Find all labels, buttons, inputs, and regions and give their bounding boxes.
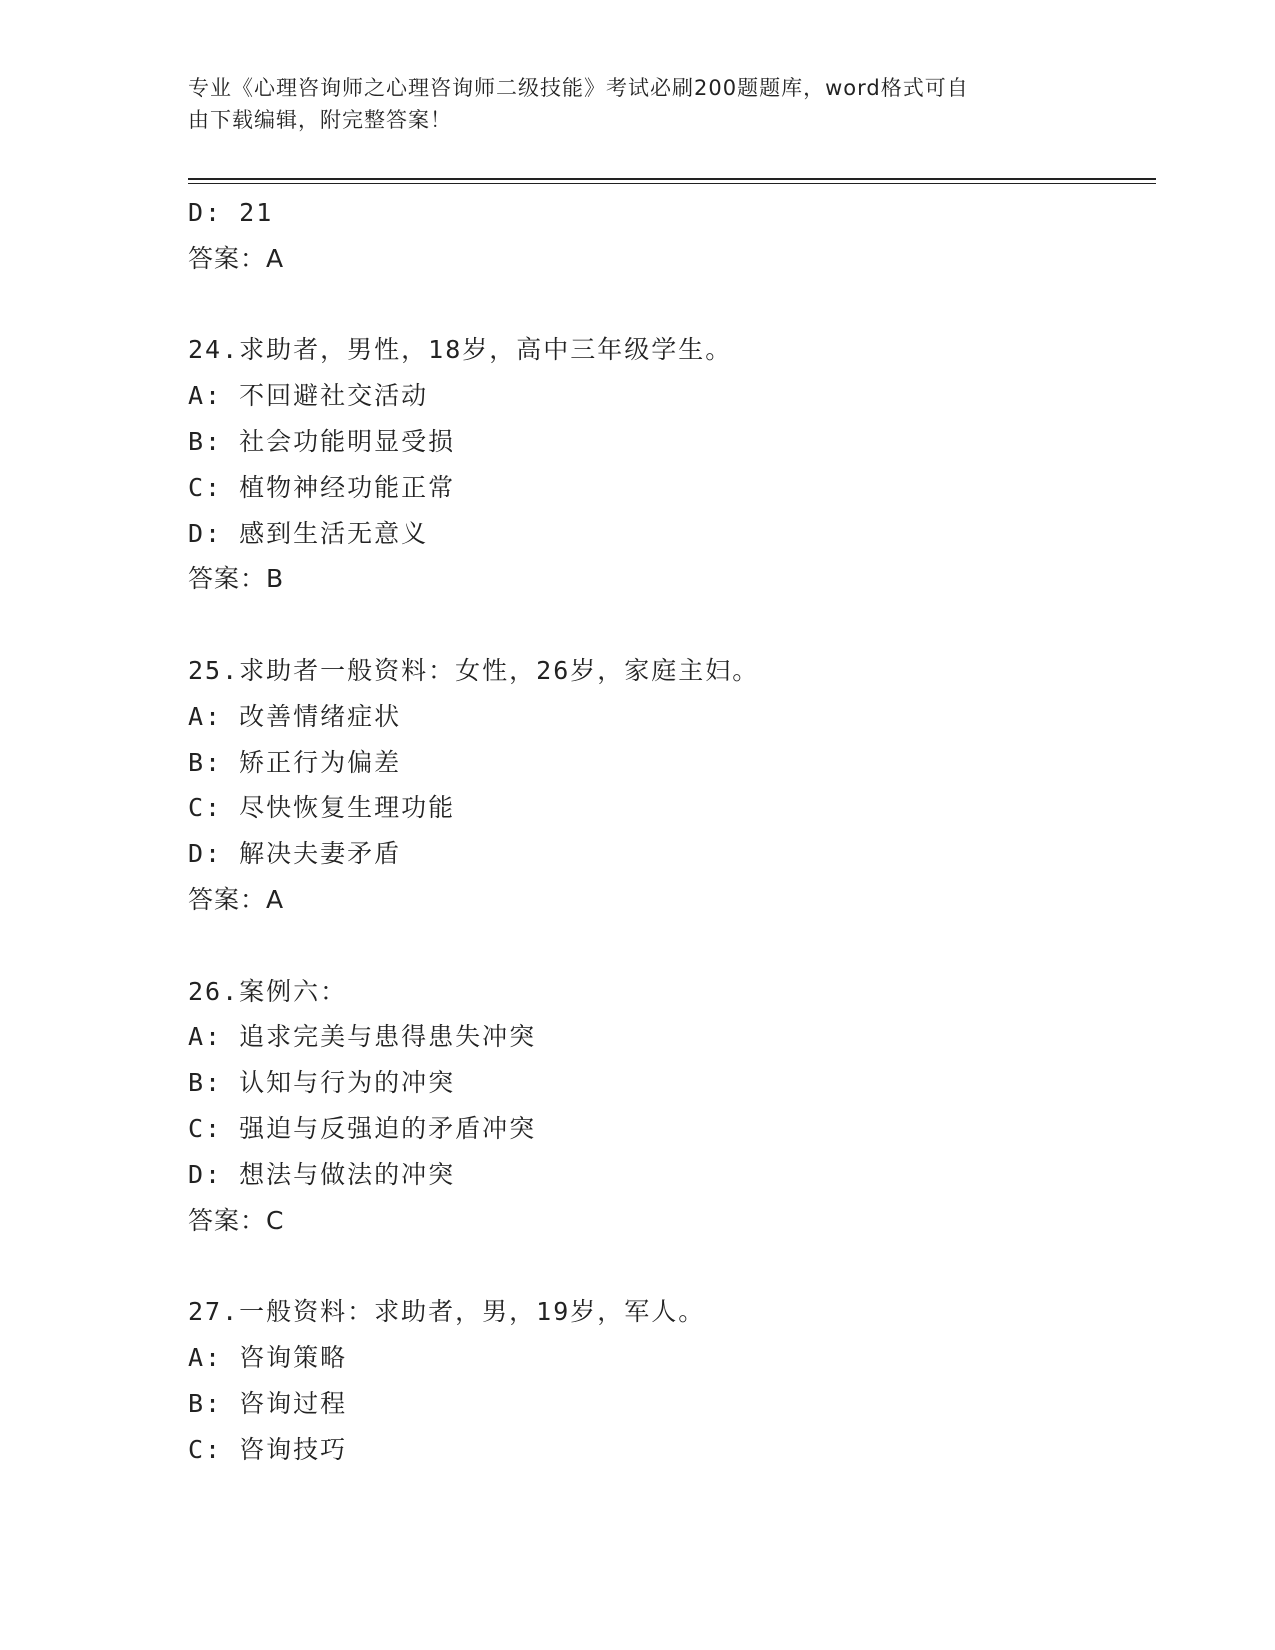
question-25 xyxy=(188,648,1156,923)
question-stem: 26.案例六： xyxy=(188,976,348,1006)
header-line-1: 专业《心理咨询师之心理咨询师二级技能》考试必刷200题题库，word格式可自 xyxy=(188,76,969,100)
answer-line: 答案：C xyxy=(188,1205,285,1235)
option-c: C: 强迫与反强迫的矛盾冲突 xyxy=(188,1113,537,1143)
option-a: A: 追求完美与患得患失冲突 xyxy=(188,1022,537,1052)
spacer xyxy=(188,602,1156,648)
option-b: B: 咨询过程 xyxy=(188,1388,348,1418)
question-stem: 24.求助者，男性，18岁，高中三年级学生。 xyxy=(188,335,733,365)
option-b: B: 社会功能明显受损 xyxy=(188,426,456,456)
lead-option-d: D: 21 xyxy=(188,198,274,227)
option-c: C: 尽快恢复生理功能 xyxy=(188,793,456,823)
option-c: C: 植物神经功能正常 xyxy=(188,472,456,502)
question-stem: 25.求助者一般资料：女性，26岁，家庭主妇。 xyxy=(188,655,760,685)
spacer xyxy=(188,1243,1156,1289)
answer-line: 答案：A xyxy=(188,884,285,914)
option-d: D: 感到生活无意义 xyxy=(188,518,429,548)
option-c: C: 咨询技巧 xyxy=(188,1434,348,1464)
option-b: B: 认知与行为的冲突 xyxy=(188,1068,456,1098)
option-d: D: 想法与做法的冲突 xyxy=(188,1159,456,1189)
document-header xyxy=(188,72,1088,136)
question-list xyxy=(188,190,1156,1472)
question-26 xyxy=(188,969,1156,1244)
lead-answer: 答案：A xyxy=(188,243,285,273)
header-rule-thin xyxy=(188,183,1156,184)
option-b: B: 矫正行为偏差 xyxy=(188,747,402,777)
question-27 xyxy=(188,1289,1156,1472)
question-stem: 27.一般资料：求助者，男，19岁，军人。 xyxy=(188,1297,706,1327)
option-a: A: 改善情绪症状 xyxy=(188,701,402,731)
option-a: A: 咨询策略 xyxy=(188,1342,348,1372)
spacer xyxy=(188,923,1156,969)
spacer xyxy=(188,282,1156,328)
answer-line: 答案：B xyxy=(188,564,285,594)
question-24 xyxy=(188,327,1156,602)
header-rule-thick xyxy=(188,178,1156,180)
header-line-2: 由下载编辑，附完整答案！ xyxy=(188,108,452,132)
option-a: A: 不回避社交活动 xyxy=(188,381,429,411)
option-d: D: 解决夫妻矛盾 xyxy=(188,839,402,869)
